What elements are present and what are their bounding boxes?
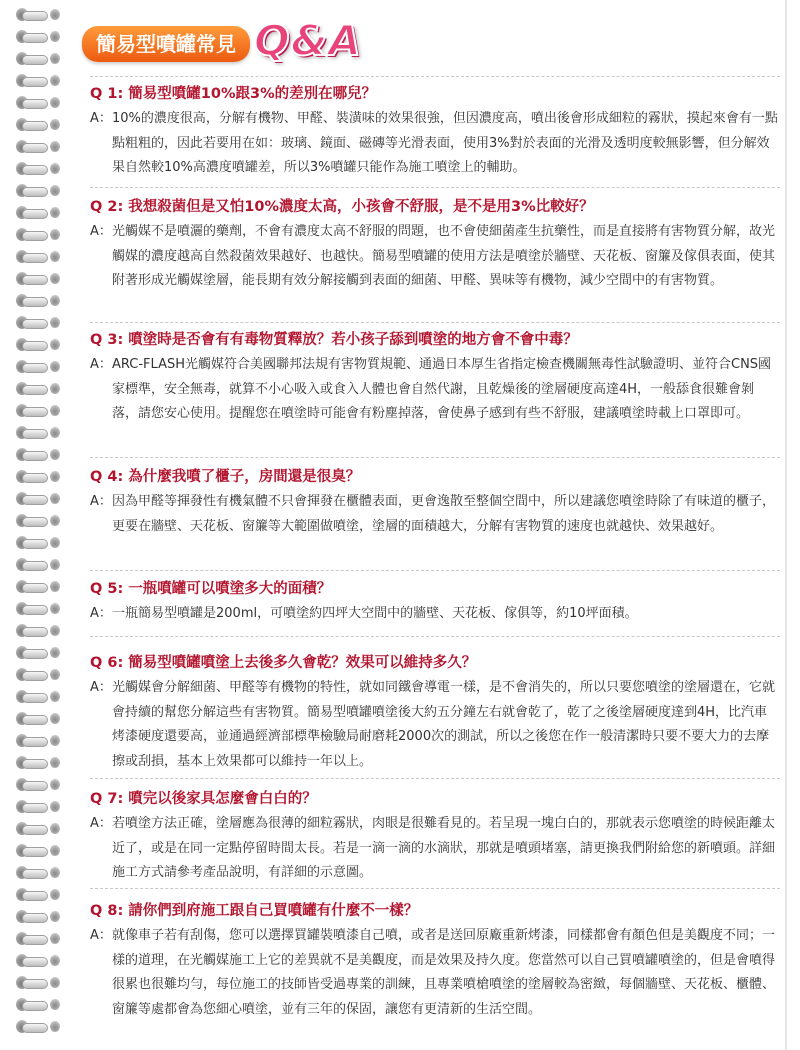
binding-ring (16, 932, 66, 946)
binding-ring (16, 448, 66, 462)
answer-prefix: A： (90, 680, 112, 695)
binding-ring (16, 250, 66, 264)
binding-ring (16, 778, 66, 792)
binding-ring (16, 558, 66, 572)
answer-prefix: A： (90, 111, 112, 126)
binding-ring (16, 998, 66, 1012)
binding-ring (16, 734, 66, 748)
page-edge (785, 0, 787, 1050)
qa-item-7 (90, 788, 780, 886)
question: Q 2: 我想殺菌但是又怕10%濃度太高，小孩會不舒服，是不是用3%比較好？ (90, 199, 594, 215)
answer-prefix: A： (90, 224, 112, 239)
answer (90, 220, 780, 294)
answer (90, 490, 780, 539)
divider (90, 76, 780, 77)
qa-item-6 (90, 652, 780, 774)
qa-item-4 (90, 466, 780, 539)
question: Q 1: 簡易型噴罐10%跟3%的差別在哪兒？ (90, 86, 377, 102)
binding-ring (16, 316, 66, 330)
divider (90, 322, 780, 323)
divider (90, 187, 780, 188)
answer (90, 676, 780, 774)
answer (90, 353, 780, 427)
spiral-binding (0, 0, 78, 1050)
binding-ring (16, 712, 66, 726)
binding-ring (16, 118, 66, 132)
binding-ring (16, 668, 66, 682)
divider (90, 636, 780, 637)
binding-ring (16, 800, 66, 814)
binding-ring (16, 756, 66, 770)
binding-ring (16, 294, 66, 308)
binding-ring (16, 140, 66, 154)
binding-ring (16, 580, 66, 594)
binding-ring (16, 690, 66, 704)
answer-text: ARC-FLASH光觸媒符合美國聯邦法規有害物質規範、通過日本厚生省指定檢查機關無毒性試驗證明、並符合CNS國家標準，安全無毒，就算不小心吸入或食入人體也會自然代謝，且乾燥後的塗層硬度高達4H，一般舔食很難會剝落，請您安心使用。提醒您在噴塗時可能會有粉塵掉落，會使鼻子感到有些不舒服，建議噴塗時載上口罩即可。 (112, 357, 772, 421)
question: Q 6: 簡易型噴罐噴塗上去後多久會乾？效果可以維持多久？ (90, 655, 477, 671)
binding-ring (16, 74, 66, 88)
binding-ring (16, 888, 66, 902)
answer-prefix: A： (90, 928, 112, 943)
answer (90, 602, 780, 627)
divider (90, 778, 780, 779)
binding-ring (16, 646, 66, 660)
answer-text: 10%的濃度很高，分解有機物、甲醛、裝潢味的效果很強，但因濃度高，噴出後會形成細粒的霧狀，摸起來會有一點點粗粗的，因此若要用在如：玻璃、鏡面、磁磚等光滑表面，使用3%對於表面的光滑及透明度較無影響，但分解效果自然較10%高濃度噴罐差，所以3%噴罐只能作為施工噴塗上的輔助。 (112, 111, 778, 175)
answer-text: 因為甲醛等揮發性有機氣體不只會揮發在櫃體表面，更會逸散至整個空間中，所以建議您噴塗時除了有味道的櫃子，更要在牆壁、天花板、窗簾等大範圍做噴塗，塗層的面積越大，分解有害物質的速度也就越快、效果越好。 (112, 494, 776, 534)
binding-ring (16, 910, 66, 924)
binding-ring (16, 602, 66, 616)
binding-ring (16, 206, 66, 220)
binding-ring (16, 492, 66, 506)
qa-item-5 (90, 578, 780, 627)
binding-ring (16, 426, 66, 440)
binding-ring (16, 96, 66, 110)
binding-ring (16, 844, 66, 858)
divider (90, 888, 780, 889)
binding-ring (16, 1020, 66, 1034)
answer-text: 就像車子若有刮傷，您可以選擇買罐裝噴漆自己噴，或者是送回原廠重新烤漆，同樣都會有顏色但是美觀度不同；一樣的道理，在光觸媒施工上它的差異就不是美觀度，而是效果及持久度。您當然可以自己買噴罐噴塗的，但是會噴得很累也很難均勻，每位施工的技師皆受過專業的訓練，且專業噴槍噴塗的塗層較為密緻，每個牆壁、天花板、櫃體、窗簾等處都會為您細心噴塗，並有三年的保固，讓您有更清新的生活空間。 (112, 928, 776, 1017)
page-title: 簡易型噴罐常見 (82, 26, 250, 62)
answer (90, 812, 780, 886)
answer-text: 光觸媒不是噴灑的藥劑，不會有濃度太高不舒服的問題，也不會使細菌產生抗藥性，而是直接將有害物質分解，故光觸媒的濃度越高自然殺菌效果越好、也越快。簡易型噴罐的使用方法是噴塗於牆壁、天花板、窗簾及傢俱表面，使其附著形成光觸媒塗層，能長期有效分解接觸到表面的細菌、甲醛、異味等有機物，減少空間中的有害物質。 (112, 224, 776, 288)
question: Q 5: 一瓶噴罐可以噴塗多大的面積？ (90, 581, 332, 597)
binding-ring (16, 360, 66, 374)
answer-prefix: A： (90, 816, 112, 831)
binding-ring (16, 8, 66, 22)
question: Q 3: 噴塗時是否會有有毒物質釋放？若小孩子舔到噴塗的地方會不會中毒？ (90, 332, 578, 348)
binding-ring (16, 228, 66, 242)
answer (90, 107, 780, 181)
answer-prefix: A： (90, 357, 112, 372)
divider (90, 457, 780, 458)
answer (90, 924, 780, 1022)
binding-ring (16, 976, 66, 990)
answer-text: 一瓶簡易型噴罐是200ml，可噴塗約四坪大空間中的牆壁、天花板、傢俱等，約10坪面積。 (112, 606, 638, 621)
answer-prefix: A： (90, 494, 112, 509)
binding-ring (16, 866, 66, 880)
binding-ring (16, 162, 66, 176)
binding-ring (16, 624, 66, 638)
qa-item-8 (90, 900, 780, 1022)
binding-ring (16, 52, 66, 66)
binding-ring (16, 470, 66, 484)
question: Q 4: 為什麼我噴了櫃子，房間還是很臭？ (90, 469, 361, 485)
binding-ring (16, 404, 66, 418)
binding-ring (16, 954, 66, 968)
binding-ring (16, 30, 66, 44)
binding-ring (16, 272, 66, 286)
answer-text: 光觸媒會分解細菌、甲醛等有機物的特性，就如同鐵會導電一樣，是不會消失的，所以只要您噴塗的塗層還在，它就會持續的幫您分解這些有害物質。簡易型噴罐噴塗後大約五分鐘左右就會乾了，乾了之後塗層硬度達到4H，比汽車烤漆硬度還要高，並通過經濟部標準檢驗局耐磨耗2000次的測試，所以之後您在作一般清潔時只要不要大力的去摩擦或刮損，基本上效果都可以維持一年以上。 (112, 680, 776, 769)
binding-ring (16, 382, 66, 396)
question: Q 8: 請你們到府施工跟自己買噴罐有什麼不一樣？ (90, 903, 419, 919)
binding-ring (16, 338, 66, 352)
binding-ring (16, 536, 66, 550)
binding-ring (16, 822, 66, 836)
answer-text: 若噴塗方法正確，塗層應為很薄的細粒霧狀，肉眼是很難看見的。若呈現一塊白白的，那就表示您噴塗的時候距離太近了，或是在同一定點停留時間太長。若是一滴一滴的水滴狀，那就是噴頭堵塞，請更換我們附給您的新噴頭。詳細施工方式請參考產品說明，有詳細的示意圖。 (112, 816, 776, 880)
qa-item-3 (90, 329, 780, 427)
qa-logo: Q&A (254, 16, 362, 65)
answer-prefix: A： (90, 606, 112, 621)
qa-item-2 (90, 196, 780, 294)
question: Q 7: 噴完以後家具怎麼會白白的？ (90, 791, 317, 807)
binding-ring (16, 514, 66, 528)
divider (90, 570, 780, 571)
qa-item-1 (90, 83, 780, 181)
binding-ring (16, 184, 66, 198)
